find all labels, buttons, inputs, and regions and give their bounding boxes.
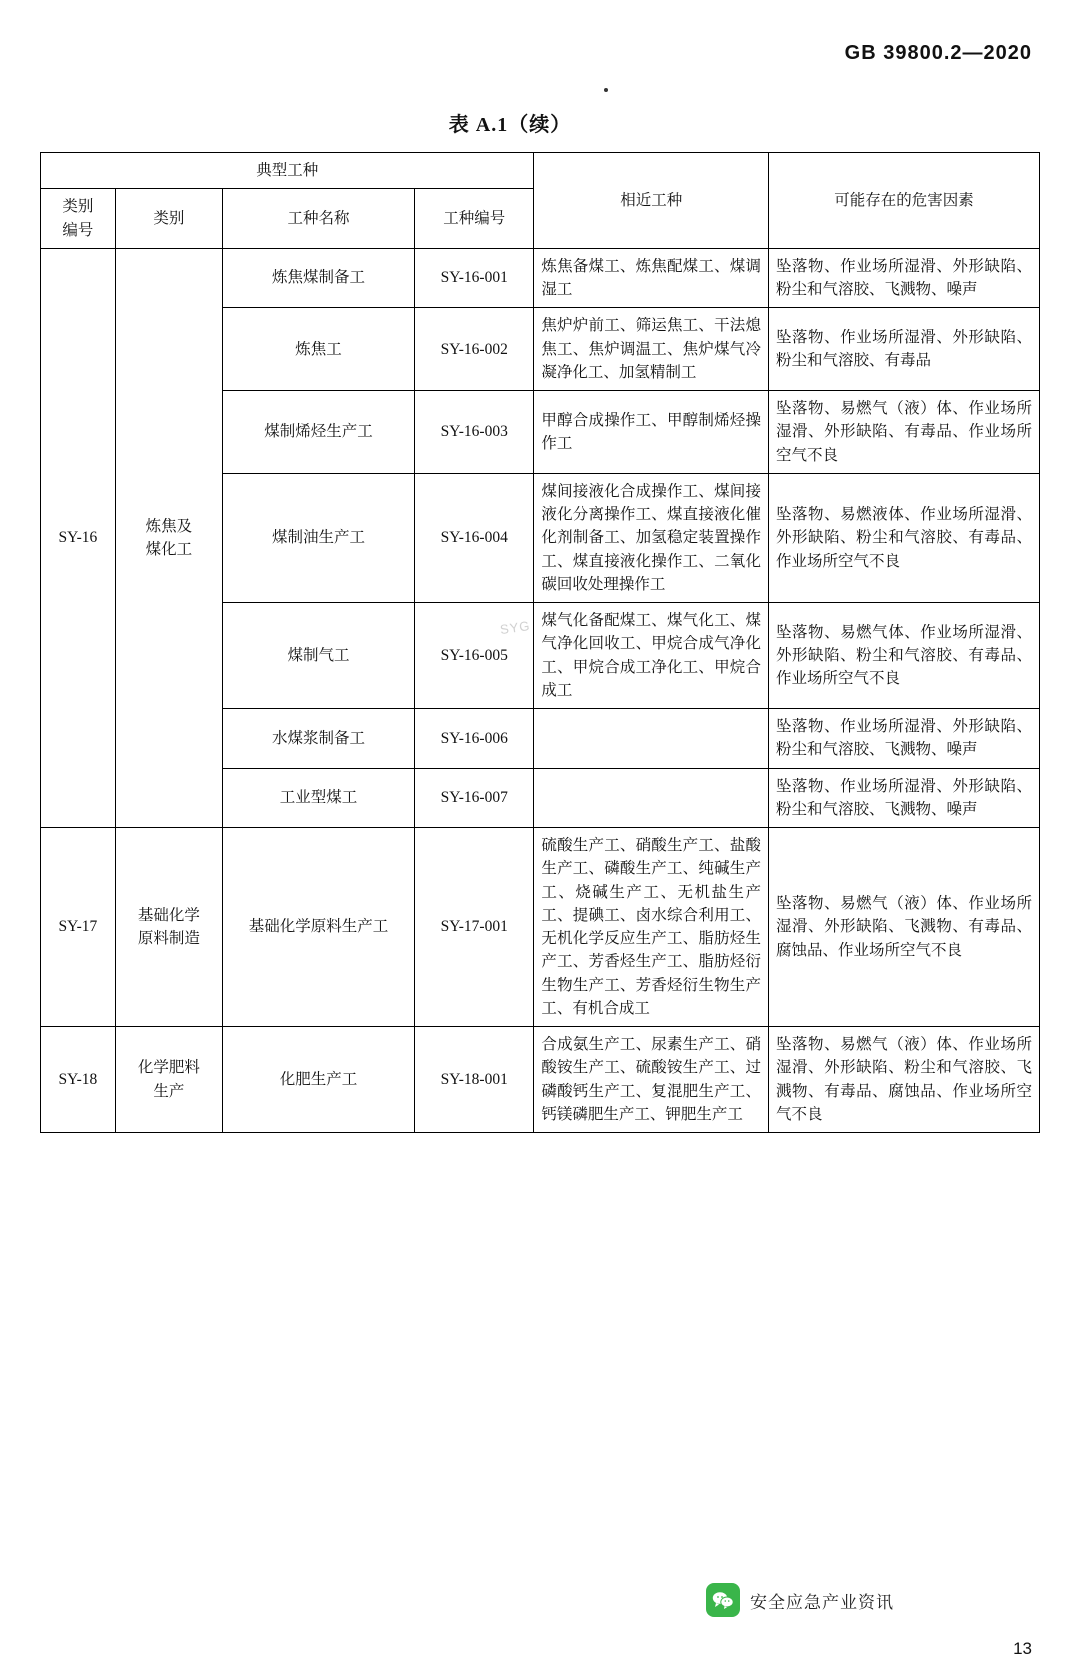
job-name-cell: 煤制气工 [222,603,414,709]
page-number: 13 [1013,1639,1032,1658]
category-number-cell: SY-17 [41,828,116,1027]
job-code-cell: SY-16-007 [415,768,534,828]
hazards-cell: 坠落物、易燃液体、作业场所湿滑、外形缺陷、粉尘和气溶胶、有毒品、作业场所空气不良 [768,473,1039,602]
job-name-cell: 煤制烯烃生产工 [222,391,414,474]
similar-jobs-cell: 甲醇合成操作工、甲醇制烯烃操作工 [534,391,769,474]
category-number-cell: SY-18 [41,1027,116,1133]
watermark-text: SYG [499,617,532,638]
category-cell: 化学肥料 生产 [115,1027,222,1133]
hazards-cell: 坠落物、易燃气（液）体、作业场所湿滑、外形缺陷、有毒品、作业场所空气不良 [768,391,1039,474]
job-code-cell: SY-16-003 [415,391,534,474]
table-header-group-row [41,153,1040,189]
category-cell: 炼焦及 煤化工 [115,248,222,827]
job-code-cell: SY-17-001 [415,828,534,1027]
hazards-cell: 坠落物、作业场所湿滑、外形缺陷、粉尘和气溶胶、飞溅物、噪声 [768,768,1039,828]
job-code-cell: SY-18-001 [415,1027,534,1133]
similar-jobs-cell: 煤气化备配煤工、煤气化工、煤气净化回收工、甲烷合成气净化工、甲烷合成工净化工、甲烷合成工 [534,603,769,709]
job-name-cell: 水煤浆制备工 [222,709,414,769]
job-name-cell: 工业型煤工 [222,768,414,828]
hazards-cell: 坠落物、易燃气体、作业场所湿滑、外形缺陷、粉尘和气溶胶、有毒品、作业场所空气不良 [768,603,1039,709]
table-head [41,153,1040,249]
occupation-hazard-table [40,152,1040,1133]
job-code-cell: SY-16-001 [415,248,534,308]
table-row [41,1027,1040,1133]
hazards-cell: 坠落物、作业场所湿滑、外形缺陷、粉尘和气溶胶、飞溅物、噪声 [768,248,1039,308]
similar-jobs-cell: 炼焦备煤工、炼焦配煤工、煤调湿工 [534,248,769,308]
table-body [41,248,1040,1132]
job-code-cell: SY-16-006 [415,709,534,769]
job-name-cell: 炼焦煤制备工 [222,248,414,308]
header-typical-jobs: 典型工种 [41,153,534,189]
header-category-number: 类别 编号 [41,189,116,249]
header-hazards: 可能存在的危害因素 [768,153,1039,249]
job-name-cell: 炼焦工 [222,308,414,391]
job-code-cell: SY-16-004 [415,473,534,602]
similar-jobs-cell: 合成氨生产工、尿素生产工、硝酸铵生产工、硫酸铵生产工、过磷酸钙生产工、复混肥生产工、钙镁磷肥生产工、钾肥生产工 [534,1027,769,1133]
wechat-icon [706,1583,740,1617]
category-number-cell: SY-16 [41,248,116,827]
similar-jobs-cell: 硫酸生产工、硝酸生产工、盐酸生产工、磷酸生产工、纯碱生产工、烧碱生产工、无机盐生产工、提碘工、卤水综合利用工、无机化学反应生产工、脂肪烃生产工、芳香烃生产工、脂肪烃衍生物生产工、芳香烃衍生物生产工、有机合成工 [534,828,769,1027]
table-row [41,248,1040,308]
header-category: 类别 [115,189,222,249]
job-code-cell: SY-16-002 [415,308,534,391]
hazards-cell: 坠落物、作业场所湿滑、外形缺陷、粉尘和气溶胶、有毒品 [768,308,1039,391]
decorative-dot [604,88,608,92]
standard-code-header: GB 39800.2—2020 [844,42,1032,64]
similar-jobs-cell [534,709,769,769]
job-name-cell: 化肥生产工 [222,1027,414,1133]
header-job-name: 工种名称 [222,189,414,249]
header-job-code: 工种编号 [415,189,534,249]
similar-jobs-cell: 焦炉炉前工、筛运焦工、干法熄焦工、焦炉调温工、焦炉煤气冷凝净化工、加氢精制工 [534,308,769,391]
table-caption [0,108,1080,137]
hazards-cell: 坠落物、作业场所湿滑、外形缺陷、粉尘和气溶胶、飞溅物、噪声 [768,709,1039,769]
job-name-cell: 基础化学原料生产工 [222,828,414,1027]
job-name-cell: 煤制油生产工 [222,473,414,602]
category-cell: 基础化学 原料制造 [115,828,222,1027]
similar-jobs-cell: 煤间接液化合成操作工、煤间接液化分离操作工、煤直接液化催化剂制备工、加氢稳定装置操作工、煤直接液化操作工、二氧化碳回收处理操作工 [534,473,769,602]
similar-jobs-cell [534,768,769,828]
publisher-badge [706,1583,894,1617]
job-code-cell: SY-16-005 [415,603,534,709]
publisher-name: 安全应急产业资讯 [750,1592,894,1612]
header-similar-jobs: 相近工种 [534,153,769,249]
hazards-cell: 坠落物、易燃气（液）体、作业场所湿滑、外形缺陷、粉尘和气溶胶、飞溅物、有毒品、腐蚀品、作业场所空气不良 [768,1027,1039,1133]
hazards-cell: 坠落物、易燃气（液）体、作业场所湿滑、外形缺陷、飞溅物、有毒品、腐蚀品、作业场所空气不良 [768,828,1039,1027]
table-caption-text: 表 A.1（续） [448,114,572,136]
table-row [41,828,1040,1027]
